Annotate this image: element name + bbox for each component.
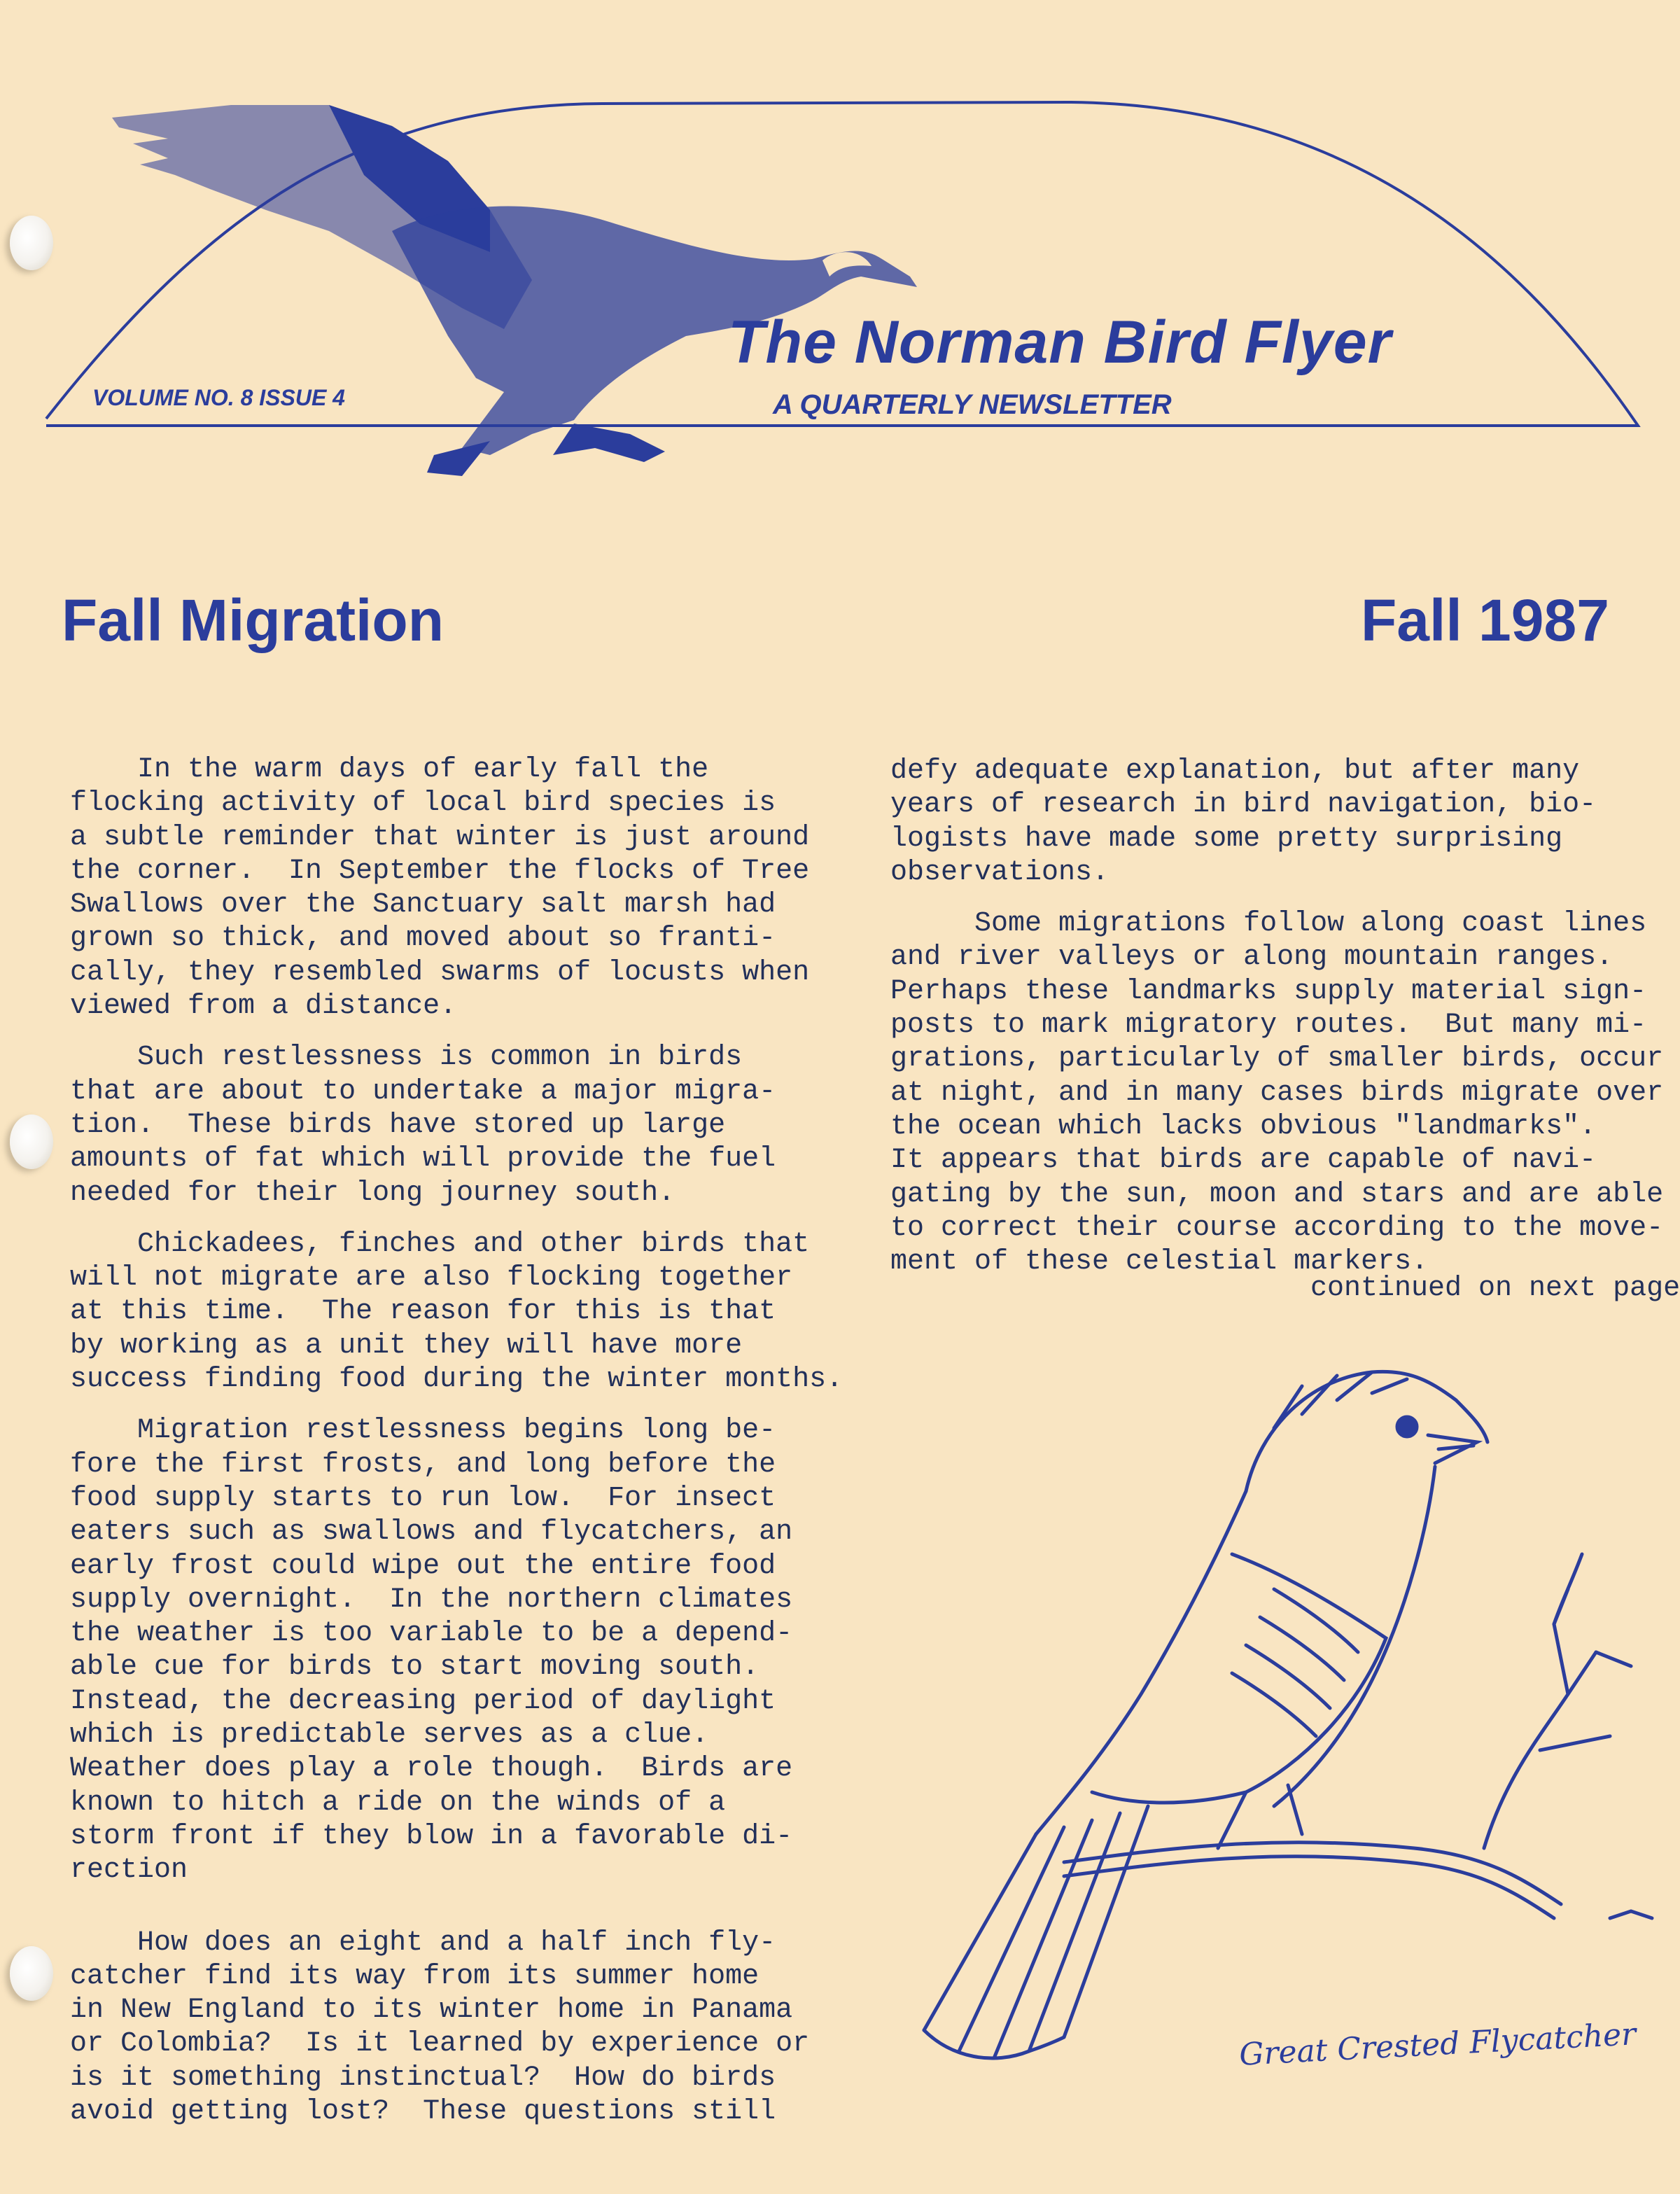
paragraph: Such restlessness is common in birds that are about to undertake a major migra- tion. These birds have stored up large amounts of fat which will provide the fuel needed for their long journey south. bbox=[70, 1042, 776, 1209]
paragraph: Migration restlessness begins long be- fore the first frosts, and long before the food supply starts to run low. For insect eaters such as swallows and flycatchers, an early frost could wipe out the entire food supply overnight. In the northern climates the weather is too variable to be a depend- able cue for birds to start moving south. Instead, the decreasing period of daylight which is predictable serves as a clue. Weather does play a role though. Birds are known to hitch a ride on the winds of a storm front if they blow in a favorable di- rection bbox=[70, 1415, 793, 1887]
punch-hole bbox=[10, 1115, 53, 1169]
paragraph: In the warm days of early fall the flocking activity of local bird species is a subtle reminder that winter is just around the corner. In September the flocks of Tree Swallows over the Sanctuary salt marsh had grown so thick, and moved about so franti- cally, they resembled swarms of locusts when viewed from a distance. bbox=[70, 754, 810, 1023]
punch-hole bbox=[10, 216, 53, 270]
continued-note: continued on next page bbox=[1310, 1273, 1680, 1304]
paragraph: Chickadees, finches and other birds that will not migrate are also flocking together at this time. The reason for this is that by working as a unit they will have more success finding food during the winter months. bbox=[70, 1228, 844, 1396]
article-column-right bbox=[890, 755, 1680, 1297]
newsletter-title: The Norman Bird Flyer bbox=[728, 309, 1392, 376]
paragraph: Some migrations follow along coast lines and river valleys or along mountain ranges. Perhaps these landmarks supply material sign- posts to mark migratory routes. But many mi- grations, particularly of smaller birds, occur at night, and in many cases birds migrate over the ocean which lacks obvious "landmarks". It appears that birds are capable of navi- gating by the sun, moon and stars and are able to correct their course according to the move- ment of these celestial markers. bbox=[890, 908, 1664, 1278]
volume-issue-label: VOLUME NO. 8 ISSUE 4 bbox=[92, 385, 345, 410]
issue-date: Fall 1987 bbox=[1361, 587, 1609, 653]
illustration-caption: Great Crested Flycatcher bbox=[1238, 2016, 1637, 2073]
paragraph: How does an eight and a half inch fly- catcher find its way from its summer home in New England to its winter home in Panama or Colombia? Is it learned by experience or is it something instinctual? How do birds avoid getting lost? These questions still bbox=[70, 1927, 810, 2127]
paragraph: defy adequate explanation, but after many years of research in bird navigation, bio- logists have made some pretty surprising observations. bbox=[890, 755, 1597, 888]
article-headline: Fall Migration bbox=[62, 587, 444, 653]
article-column-left bbox=[70, 753, 854, 2146]
masthead bbox=[0, 0, 1680, 490]
punch-hole bbox=[10, 1946, 53, 2001]
newsletter-subtitle: A QUARTERLY NEWSLETTER bbox=[773, 389, 1172, 420]
